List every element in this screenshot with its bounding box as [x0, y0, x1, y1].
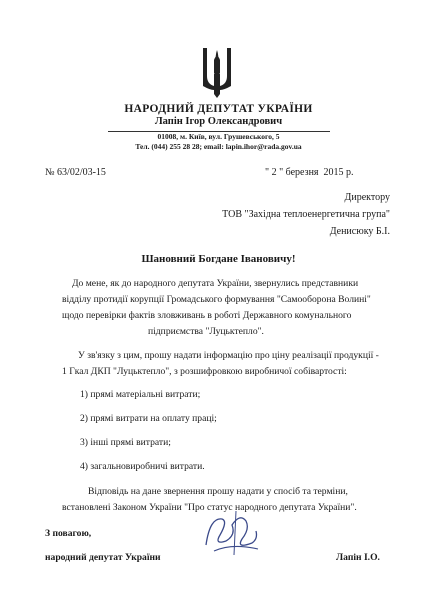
list-item: 2) прямі витрати на оплату праці;: [80, 413, 217, 424]
recipient-name: Денисюку Б.І.: [329, 226, 390, 237]
recipient-position: Директору: [344, 192, 390, 203]
closing-position: народний депутат України: [45, 552, 161, 563]
body-line: До мене, як до народного депутата України, звернулись представники: [72, 278, 359, 289]
document-number: № 63/02/03-15: [45, 167, 106, 178]
body-line: У зв'язку з цим, прошу надати інформацію про ціну реалізації продукції -: [78, 350, 379, 361]
letterhead-contacts: Тел. (044) 255 28 28; email: lapin.ihor@rada.gov.ua: [135, 142, 302, 151]
closing-regards: З повагою,: [45, 528, 92, 539]
letterhead-address: 01008, м. Київ, вул. Грушевського, 5: [157, 132, 280, 141]
body-line: встановлені Законом України "Про статус народного депутата України".: [62, 502, 357, 513]
document-date: " 2 " березня 2015 р.: [265, 167, 354, 178]
body-line: відділу протидії корупції Громадського формування "Самооборона Волині": [62, 294, 371, 305]
letterhead-name: Лапін Ігор Олександрович: [154, 116, 283, 127]
closing-signer: Лапін І.О.: [336, 552, 380, 563]
trident-icon: [200, 46, 234, 98]
list-item: 3) інші прямі витрати;: [80, 437, 171, 448]
list-item: 4) загальновиробничі витрати.: [80, 461, 205, 472]
recipient-organization: ТОВ "Західна теплоенергетична група": [222, 209, 390, 220]
body-line: 1 Гкал ДКП "Луцьктепло", з розшифровкою виробничої собівартості:: [62, 366, 347, 377]
letterhead-title: НАРОДНИЙ ДЕПУТАТ УКРАЇНИ: [124, 103, 313, 115]
signature-icon: [196, 505, 266, 560]
list-item: 1) прямі матеріальні витрати;: [80, 389, 201, 400]
body-line: Відповідь на дане звернення прошу надати у спосіб та терміни,: [88, 486, 348, 497]
greeting: Шановний Богдане Івановичу!: [141, 253, 296, 265]
body-line: підприємства "Луцьктепло".: [148, 326, 264, 337]
body-line: щодо перевірки фактів зловживань в роботі Державного комунального: [62, 310, 352, 321]
